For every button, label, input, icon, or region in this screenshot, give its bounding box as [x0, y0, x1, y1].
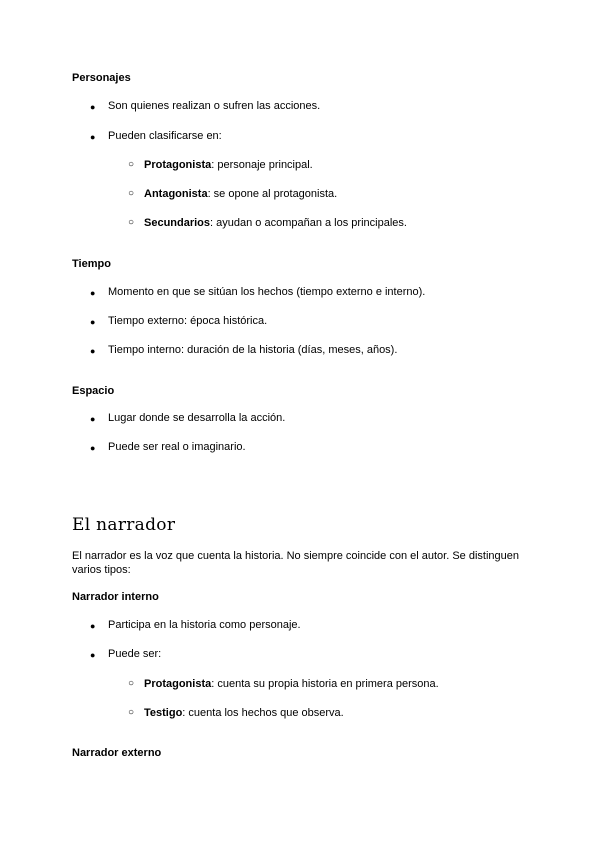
- bullet-icon: ●: [90, 102, 96, 112]
- list-item: Puede ser:: [108, 648, 162, 660]
- list-item: Lugar donde se desarrolla la acción.: [108, 412, 286, 424]
- bullet-icon: ●: [90, 443, 96, 453]
- list-item: Pueden clasificarse en:: [108, 130, 222, 142]
- heading-espacio: Espacio: [72, 385, 115, 397]
- bullet-icon: ●: [90, 317, 96, 327]
- list-item: Puede ser real o imaginario.: [108, 441, 246, 453]
- sub-list-item: Protagonista: cuenta su propia historia en primera persona.: [144, 678, 439, 690]
- section-title-narrador: El narrador: [72, 515, 176, 535]
- bullet-icon: ●: [90, 132, 96, 142]
- list-item: Son quienes realizan o sufren las acciones.: [108, 100, 321, 112]
- sub-list-item: Testigo: cuenta los hechos que observa.: [144, 707, 344, 719]
- heading-narrador-interno: Narrador interno: [72, 591, 159, 603]
- list-item: Momento en que se sitúan los hechos (tiempo externo e interno).: [108, 286, 426, 298]
- bullet-icon: ●: [90, 414, 96, 424]
- list-item: Tiempo interno: duración de la historia (días, meses, años).: [108, 344, 398, 356]
- hollow-bullet-icon: ○: [128, 678, 135, 689]
- bullet-icon: ●: [90, 650, 96, 660]
- paragraph-line: varios tipos:: [72, 564, 131, 576]
- heading-personajes: Personajes: [72, 72, 131, 84]
- bullet-icon: ●: [90, 288, 96, 298]
- heading-tiempo: Tiempo: [72, 258, 111, 270]
- hollow-bullet-icon: ○: [128, 159, 135, 170]
- sub-list-item: Secundarios: ayudan o acompañan a los principales.: [144, 217, 407, 229]
- sub-list-item: Protagonista: personaje principal.: [144, 159, 313, 171]
- sub-list-item: Antagonista: se opone al protagonista.: [144, 188, 338, 200]
- list-item: Tiempo externo: época histórica.: [108, 315, 268, 327]
- heading-narrador-externo: Narrador externo: [72, 747, 162, 759]
- hollow-bullet-icon: ○: [128, 707, 135, 718]
- hollow-bullet-icon: ○: [128, 217, 135, 228]
- hollow-bullet-icon: ○: [128, 188, 135, 199]
- bullet-icon: ●: [90, 621, 96, 631]
- bullet-icon: ●: [90, 346, 96, 356]
- paragraph-line: El narrador es la voz que cuenta la historia. No siempre coincide con el autor. Se distinguen: [72, 550, 519, 562]
- list-item: Participa en la historia como personaje.: [108, 619, 301, 631]
